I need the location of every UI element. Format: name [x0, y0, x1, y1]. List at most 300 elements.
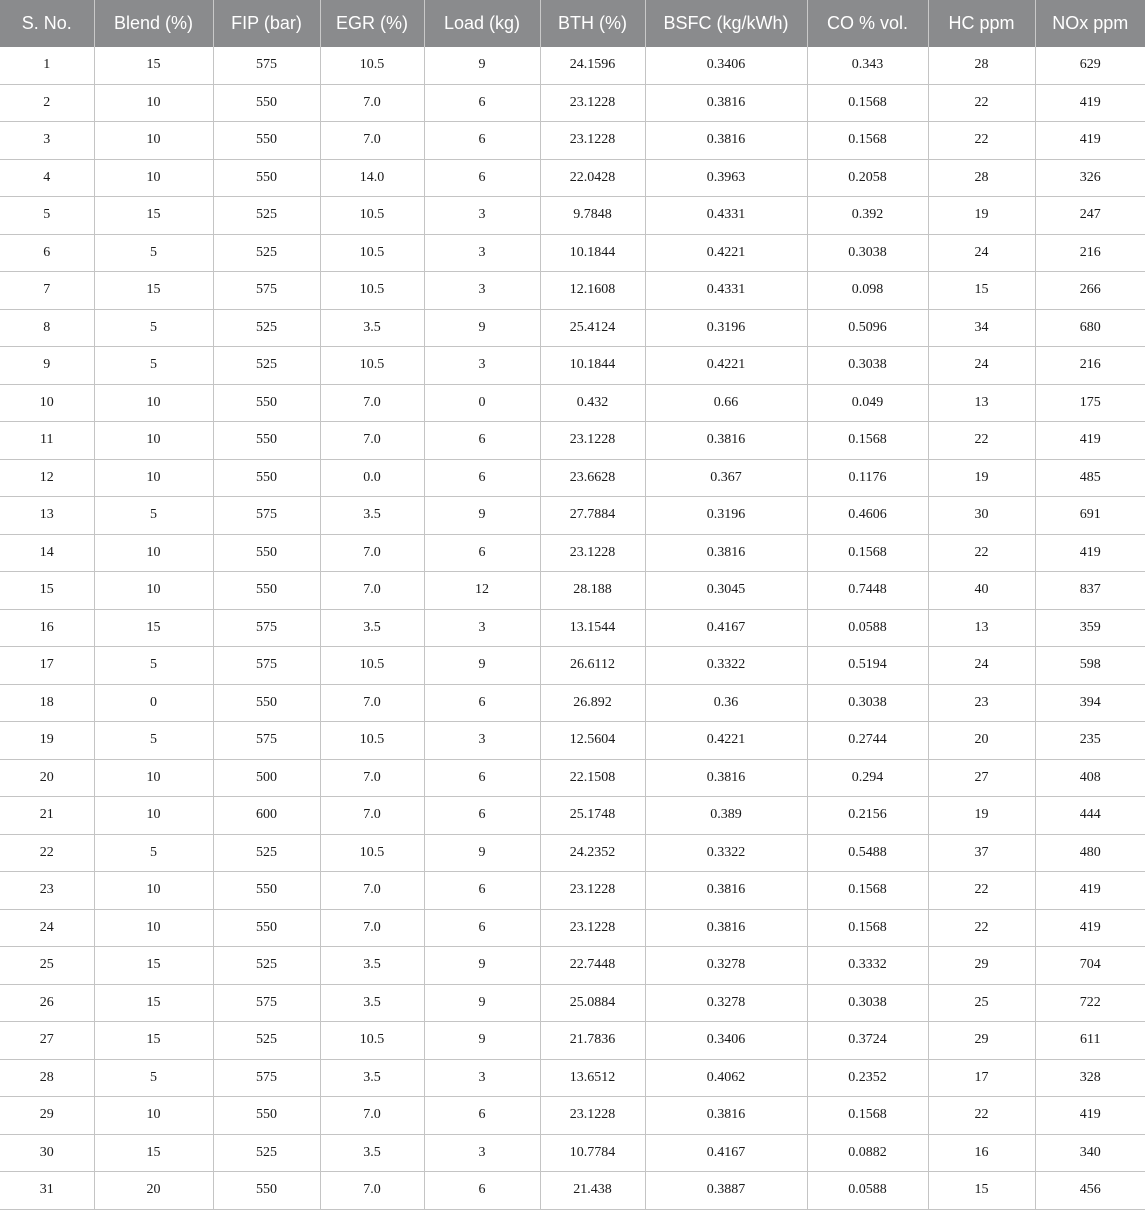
- cell-load: 3: [424, 1134, 540, 1172]
- cell-fip: 575: [213, 722, 320, 760]
- cell-sno: 18: [0, 684, 94, 722]
- cell-sno: 26: [0, 984, 94, 1022]
- cell-bth: 23.6628: [540, 459, 645, 497]
- cell-sno: 31: [0, 1172, 94, 1210]
- cell-load: 6: [424, 759, 540, 797]
- cell-nox: 340: [1035, 1134, 1145, 1172]
- cell-egr: 10.5: [320, 647, 424, 685]
- table-row: [0, 872, 1145, 910]
- cell-hc: 22: [928, 534, 1035, 572]
- cell-fip: 550: [213, 159, 320, 197]
- table-row: [0, 309, 1145, 347]
- cell-nox: 359: [1035, 609, 1145, 647]
- header-sno: S. No.: [0, 0, 94, 47]
- table-row: [0, 84, 1145, 122]
- cell-blend: 5: [94, 1059, 213, 1097]
- cell-hc: 28: [928, 47, 1035, 84]
- cell-co: 0.294: [807, 759, 928, 797]
- cell-co: 0.3332: [807, 947, 928, 985]
- cell-load: 9: [424, 984, 540, 1022]
- cell-sno: 4: [0, 159, 94, 197]
- cell-hc: 13: [928, 384, 1035, 422]
- header-bth: BTH (%): [540, 0, 645, 47]
- cell-fip: 575: [213, 984, 320, 1022]
- cell-bsfc: 0.3816: [645, 422, 807, 460]
- cell-load: 6: [424, 1172, 540, 1210]
- table-row: [0, 1097, 1145, 1135]
- cell-nox: 419: [1035, 534, 1145, 572]
- cell-load: 9: [424, 497, 540, 535]
- cell-load: 6: [424, 534, 540, 572]
- cell-egr: 7.0: [320, 384, 424, 422]
- cell-hc: 22: [928, 909, 1035, 947]
- table-row: [0, 197, 1145, 235]
- cell-fip: 600: [213, 797, 320, 835]
- cell-blend: 15: [94, 197, 213, 235]
- cell-fip: 550: [213, 1097, 320, 1135]
- cell-load: 6: [424, 459, 540, 497]
- cell-fip: 525: [213, 347, 320, 385]
- cell-bsfc: 0.3963: [645, 159, 807, 197]
- cell-egr: 7.0: [320, 1172, 424, 1210]
- cell-bth: 10.1844: [540, 347, 645, 385]
- cell-co: 0.3038: [807, 234, 928, 272]
- cell-hc: 29: [928, 1022, 1035, 1060]
- table-row: [0, 1172, 1145, 1210]
- cell-blend: 10: [94, 572, 213, 610]
- table-row: [0, 947, 1145, 985]
- cell-hc: 15: [928, 1172, 1035, 1210]
- cell-nox: 247: [1035, 197, 1145, 235]
- table-row: [0, 234, 1145, 272]
- cell-bth: 13.1544: [540, 609, 645, 647]
- cell-bsfc: 0.4167: [645, 1134, 807, 1172]
- cell-bsfc: 0.4221: [645, 722, 807, 760]
- cell-fip: 550: [213, 384, 320, 422]
- cell-bsfc: 0.3045: [645, 572, 807, 610]
- cell-hc: 23: [928, 684, 1035, 722]
- cell-blend: 15: [94, 272, 213, 310]
- cell-fip: 575: [213, 272, 320, 310]
- cell-fip: 525: [213, 834, 320, 872]
- cell-co: 0.1568: [807, 872, 928, 910]
- table-row: [0, 647, 1145, 685]
- cell-egr: 3.5: [320, 609, 424, 647]
- cell-bsfc: 0.3196: [645, 309, 807, 347]
- cell-blend: 10: [94, 872, 213, 910]
- cell-nox: 680: [1035, 309, 1145, 347]
- cell-co: 0.3038: [807, 984, 928, 1022]
- cell-sno: 7: [0, 272, 94, 310]
- cell-co: 0.0588: [807, 609, 928, 647]
- cell-fip: 550: [213, 684, 320, 722]
- cell-load: 3: [424, 722, 540, 760]
- table-row: [0, 834, 1145, 872]
- cell-bth: 24.2352: [540, 834, 645, 872]
- cell-blend: 0: [94, 684, 213, 722]
- cell-hc: 20: [928, 722, 1035, 760]
- cell-load: 9: [424, 947, 540, 985]
- cell-bsfc: 0.4221: [645, 347, 807, 385]
- cell-fip: 500: [213, 759, 320, 797]
- cell-load: 12: [424, 572, 540, 610]
- cell-egr: 7.0: [320, 1097, 424, 1135]
- cell-hc: 24: [928, 647, 1035, 685]
- cell-fip: 550: [213, 872, 320, 910]
- cell-bth: 23.1228: [540, 84, 645, 122]
- cell-egr: 10.5: [320, 47, 424, 84]
- cell-fip: 575: [213, 1059, 320, 1097]
- cell-bsfc: 0.4062: [645, 1059, 807, 1097]
- header-co: CO % vol.: [807, 0, 928, 47]
- cell-egr: 7.0: [320, 872, 424, 910]
- cell-sno: 6: [0, 234, 94, 272]
- cell-blend: 15: [94, 47, 213, 84]
- table-row: [0, 609, 1145, 647]
- cell-blend: 5: [94, 234, 213, 272]
- cell-egr: 7.0: [320, 684, 424, 722]
- cell-blend: 5: [94, 309, 213, 347]
- cell-bsfc: 0.3816: [645, 534, 807, 572]
- cell-egr: 10.5: [320, 197, 424, 235]
- cell-bsfc: 0.3816: [645, 909, 807, 947]
- cell-nox: 722: [1035, 984, 1145, 1022]
- cell-blend: 15: [94, 609, 213, 647]
- cell-load: 3: [424, 197, 540, 235]
- cell-egr: 7.0: [320, 122, 424, 160]
- header-blend: Blend (%): [94, 0, 213, 47]
- table-row: [0, 272, 1145, 310]
- cell-bth: 25.4124: [540, 309, 645, 347]
- cell-load: 3: [424, 609, 540, 647]
- cell-bsfc: 0.3322: [645, 834, 807, 872]
- cell-co: 0.0588: [807, 1172, 928, 1210]
- cell-bth: 9.7848: [540, 197, 645, 235]
- cell-egr: 7.0: [320, 797, 424, 835]
- cell-co: 0.2744: [807, 722, 928, 760]
- cell-egr: 7.0: [320, 572, 424, 610]
- cell-egr: 14.0: [320, 159, 424, 197]
- cell-egr: 7.0: [320, 422, 424, 460]
- cell-blend: 10: [94, 797, 213, 835]
- cell-load: 3: [424, 272, 540, 310]
- table-row: [0, 497, 1145, 535]
- cell-egr: 10.5: [320, 272, 424, 310]
- cell-nox: 266: [1035, 272, 1145, 310]
- header-hc: HC ppm: [928, 0, 1035, 47]
- cell-hc: 15: [928, 272, 1035, 310]
- header-bsfc: BSFC (kg/kWh): [645, 0, 807, 47]
- cell-bth: 25.0884: [540, 984, 645, 1022]
- cell-blend: 10: [94, 1097, 213, 1135]
- cell-hc: 22: [928, 422, 1035, 460]
- cell-nox: 326: [1035, 159, 1145, 197]
- cell-bth: 27.7884: [540, 497, 645, 535]
- cell-bsfc: 0.36: [645, 684, 807, 722]
- cell-sno: 27: [0, 1022, 94, 1060]
- cell-bth: 12.5604: [540, 722, 645, 760]
- cell-bsfc: 0.3816: [645, 1097, 807, 1135]
- cell-nox: 629: [1035, 47, 1145, 84]
- cell-sno: 24: [0, 909, 94, 947]
- cell-nox: 175: [1035, 384, 1145, 422]
- cell-nox: 419: [1035, 872, 1145, 910]
- cell-blend: 5: [94, 497, 213, 535]
- cell-blend: 10: [94, 759, 213, 797]
- cell-nox: 419: [1035, 1097, 1145, 1135]
- cell-bth: 13.6512: [540, 1059, 645, 1097]
- cell-egr: 10.5: [320, 834, 424, 872]
- cell-bsfc: 0.4221: [645, 234, 807, 272]
- cell-hc: 17: [928, 1059, 1035, 1097]
- cell-bsfc: 0.3406: [645, 47, 807, 84]
- cell-load: 6: [424, 872, 540, 910]
- cell-co: 0.1568: [807, 122, 928, 160]
- cell-egr: 3.5: [320, 984, 424, 1022]
- cell-sno: 15: [0, 572, 94, 610]
- cell-bsfc: 0.3816: [645, 84, 807, 122]
- cell-sno: 21: [0, 797, 94, 835]
- cell-load: 9: [424, 1022, 540, 1060]
- cell-co: 0.2352: [807, 1059, 928, 1097]
- cell-hc: 25: [928, 984, 1035, 1022]
- cell-hc: 16: [928, 1134, 1035, 1172]
- cell-hc: 22: [928, 1097, 1035, 1135]
- cell-sno: 16: [0, 609, 94, 647]
- cell-co: 0.3038: [807, 347, 928, 385]
- cell-nox: 611: [1035, 1022, 1145, 1060]
- cell-nox: 394: [1035, 684, 1145, 722]
- cell-sno: 25: [0, 947, 94, 985]
- cell-load: 0: [424, 384, 540, 422]
- cell-hc: 22: [928, 122, 1035, 160]
- cell-co: 0.4606: [807, 497, 928, 535]
- cell-bth: 23.1228: [540, 909, 645, 947]
- cell-hc: 37: [928, 834, 1035, 872]
- cell-blend: 5: [94, 647, 213, 685]
- cell-fip: 575: [213, 497, 320, 535]
- cell-fip: 550: [213, 572, 320, 610]
- cell-sno: 10: [0, 384, 94, 422]
- cell-nox: 328: [1035, 1059, 1145, 1097]
- cell-blend: 15: [94, 984, 213, 1022]
- table-row: [0, 534, 1145, 572]
- cell-co: 0.1568: [807, 909, 928, 947]
- cell-nox: 419: [1035, 122, 1145, 160]
- cell-nox: 235: [1035, 722, 1145, 760]
- table-row: [0, 759, 1145, 797]
- cell-load: 9: [424, 47, 540, 84]
- cell-fip: 550: [213, 1172, 320, 1210]
- cell-bth: 21.7836: [540, 1022, 645, 1060]
- cell-nox: 704: [1035, 947, 1145, 985]
- cell-load: 6: [424, 684, 540, 722]
- cell-co: 0.5194: [807, 647, 928, 685]
- cell-co: 0.392: [807, 197, 928, 235]
- cell-load: 6: [424, 909, 540, 947]
- cell-hc: 40: [928, 572, 1035, 610]
- cell-hc: 34: [928, 309, 1035, 347]
- cell-hc: 19: [928, 197, 1035, 235]
- table-row: [0, 384, 1145, 422]
- cell-co: 0.7448: [807, 572, 928, 610]
- cell-load: 3: [424, 234, 540, 272]
- cell-fip: 550: [213, 534, 320, 572]
- table-header: [0, 0, 1145, 47]
- cell-hc: 22: [928, 872, 1035, 910]
- cell-nox: 419: [1035, 422, 1145, 460]
- cell-blend: 10: [94, 422, 213, 460]
- cell-nox: 837: [1035, 572, 1145, 610]
- cell-co: 0.0882: [807, 1134, 928, 1172]
- cell-nox: 419: [1035, 84, 1145, 122]
- cell-hc: 30: [928, 497, 1035, 535]
- cell-bth: 26.6112: [540, 647, 645, 685]
- cell-bth: 22.0428: [540, 159, 645, 197]
- cell-bsfc: 0.3406: [645, 1022, 807, 1060]
- cell-nox: 691: [1035, 497, 1145, 535]
- table-row: [0, 1022, 1145, 1060]
- table-body: [0, 47, 1145, 1209]
- cell-nox: 456: [1035, 1172, 1145, 1210]
- cell-hc: 24: [928, 347, 1035, 385]
- cell-co: 0.1568: [807, 534, 928, 572]
- cell-co: 0.049: [807, 384, 928, 422]
- cell-sno: 11: [0, 422, 94, 460]
- cell-fip: 550: [213, 122, 320, 160]
- table-row: [0, 1134, 1145, 1172]
- cell-blend: 10: [94, 122, 213, 160]
- cell-co: 0.3724: [807, 1022, 928, 1060]
- cell-co: 0.1568: [807, 84, 928, 122]
- cell-bsfc: 0.3196: [645, 497, 807, 535]
- cell-fip: 550: [213, 422, 320, 460]
- cell-hc: 19: [928, 459, 1035, 497]
- cell-sno: 23: [0, 872, 94, 910]
- cell-bsfc: 0.3887: [645, 1172, 807, 1210]
- cell-sno: 5: [0, 197, 94, 235]
- cell-bth: 23.1228: [540, 872, 645, 910]
- cell-bth: 22.1508: [540, 759, 645, 797]
- cell-hc: 22: [928, 84, 1035, 122]
- cell-co: 0.2156: [807, 797, 928, 835]
- cell-co: 0.5488: [807, 834, 928, 872]
- cell-fip: 525: [213, 309, 320, 347]
- cell-sno: 3: [0, 122, 94, 160]
- cell-egr: 3.5: [320, 947, 424, 985]
- cell-co: 0.1568: [807, 1097, 928, 1135]
- cell-bsfc: 0.4167: [645, 609, 807, 647]
- cell-bth: 22.7448: [540, 947, 645, 985]
- cell-load: 6: [424, 159, 540, 197]
- cell-sno: 28: [0, 1059, 94, 1097]
- cell-blend: 20: [94, 1172, 213, 1210]
- cell-sno: 29: [0, 1097, 94, 1135]
- cell-sno: 30: [0, 1134, 94, 1172]
- cell-load: 6: [424, 122, 540, 160]
- cell-load: 6: [424, 1097, 540, 1135]
- header-load: Load (kg): [424, 0, 540, 47]
- cell-egr: 10.5: [320, 234, 424, 272]
- header-nox: NOx ppm: [1035, 0, 1145, 47]
- cell-sno: 14: [0, 534, 94, 572]
- cell-sno: 12: [0, 459, 94, 497]
- cell-egr: 3.5: [320, 1059, 424, 1097]
- cell-blend: 5: [94, 722, 213, 760]
- cell-fip: 550: [213, 84, 320, 122]
- cell-fip: 525: [213, 947, 320, 985]
- cell-sno: 19: [0, 722, 94, 760]
- cell-co: 0.343: [807, 47, 928, 84]
- cell-bth: 10.7784: [540, 1134, 645, 1172]
- cell-bth: 24.1596: [540, 47, 645, 84]
- table-row: [0, 1059, 1145, 1097]
- cell-bth: 23.1228: [540, 122, 645, 160]
- cell-sno: 20: [0, 759, 94, 797]
- cell-blend: 10: [94, 909, 213, 947]
- cell-blend: 10: [94, 384, 213, 422]
- cell-blend: 10: [94, 459, 213, 497]
- cell-fip: 575: [213, 647, 320, 685]
- cell-co: 0.3038: [807, 684, 928, 722]
- header-fip: FIP (bar): [213, 0, 320, 47]
- table-row: [0, 984, 1145, 1022]
- cell-egr: 0.0: [320, 459, 424, 497]
- table-row: [0, 347, 1145, 385]
- cell-egr: 7.0: [320, 759, 424, 797]
- cell-hc: 19: [928, 797, 1035, 835]
- cell-nox: 216: [1035, 234, 1145, 272]
- cell-fip: 550: [213, 459, 320, 497]
- cell-load: 9: [424, 834, 540, 872]
- cell-bth: 0.432: [540, 384, 645, 422]
- cell-blend: 15: [94, 1022, 213, 1060]
- cell-sno: 13: [0, 497, 94, 535]
- cell-bsfc: 0.3816: [645, 872, 807, 910]
- cell-fip: 550: [213, 909, 320, 947]
- cell-bth: 28.188: [540, 572, 645, 610]
- cell-egr: 10.5: [320, 722, 424, 760]
- cell-bsfc: 0.367: [645, 459, 807, 497]
- cell-egr: 3.5: [320, 1134, 424, 1172]
- cell-nox: 216: [1035, 347, 1145, 385]
- cell-fip: 525: [213, 1134, 320, 1172]
- table-row: [0, 159, 1145, 197]
- cell-nox: 419: [1035, 909, 1145, 947]
- cell-blend: 5: [94, 834, 213, 872]
- cell-nox: 480: [1035, 834, 1145, 872]
- cell-bsfc: 0.3816: [645, 759, 807, 797]
- cell-fip: 575: [213, 47, 320, 84]
- cell-egr: 7.0: [320, 84, 424, 122]
- table-row: [0, 459, 1145, 497]
- cell-co: 0.098: [807, 272, 928, 310]
- cell-sno: 22: [0, 834, 94, 872]
- table-row: [0, 122, 1145, 160]
- cell-nox: 408: [1035, 759, 1145, 797]
- cell-sno: 8: [0, 309, 94, 347]
- cell-nox: 485: [1035, 459, 1145, 497]
- table-row: [0, 572, 1145, 610]
- table-row: [0, 797, 1145, 835]
- cell-bth: 23.1228: [540, 534, 645, 572]
- cell-co: 0.5096: [807, 309, 928, 347]
- cell-egr: 3.5: [320, 309, 424, 347]
- cell-load: 3: [424, 1059, 540, 1097]
- cell-bsfc: 0.3816: [645, 122, 807, 160]
- cell-load: 9: [424, 309, 540, 347]
- cell-hc: 27: [928, 759, 1035, 797]
